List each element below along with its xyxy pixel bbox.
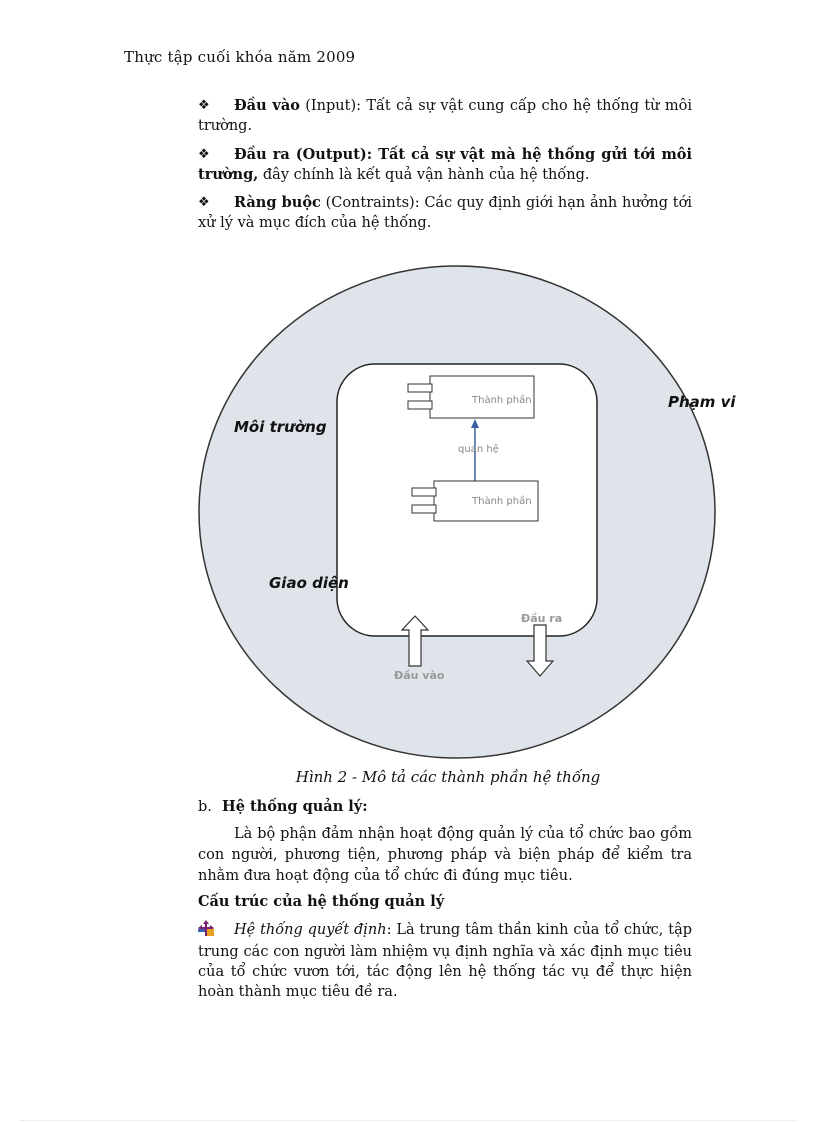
relation-label: quan hệ — [458, 444, 499, 455]
decision-system-paragraph — [198, 920, 692, 1002]
diamond-bullet-icon: ❖ — [198, 195, 210, 210]
decision-system-term: Hệ thống quyết định — [234, 922, 387, 938]
bullet-constraints-term: Ràng buộc — [234, 194, 321, 211]
bullet-output-term: Đầu ra (Output): Tất cả sự vật mà hệ thống gửi tới môi trường, — [198, 146, 692, 183]
interface-label: Giao diện — [269, 574, 349, 592]
bullet-input-text: (Input): Tất cả sự vật cung cấp cho hệ thống từ môi trường. — [198, 98, 692, 134]
component-bottom-label: Thành phần — [472, 496, 532, 507]
footer-divider — [20, 1120, 796, 1121]
diamond-bullet-icon: ❖ — [198, 98, 210, 113]
section-b-title: Hệ thống quản lý: — [222, 798, 368, 815]
figure-caption: Hình 2 - Mô tả các thành phần hệ thống — [295, 768, 601, 786]
input-label: Đầu vào — [394, 669, 445, 682]
diamond-bullet-icon: ❖ — [198, 147, 210, 162]
bullet-input-term: Đầu vào — [234, 97, 300, 114]
environment-label: Môi trường — [234, 418, 327, 436]
page-header: Thực tập cuối khóa năm 2009 — [124, 48, 356, 66]
bullet-constraints-text: (Contraints): Các quy định giới hạn ảnh hưởng tới xử lý và mục đích của hệ thống. — [198, 195, 692, 231]
management-system-paragraph: Là bộ phận đảm nhận hoạt động quản lý của tổ chức bao gồm con người, phương tiện, phương pháp và biện pháp để kiểm tra nhằm đưa hoạt động của tổ chức đi đúng mục tiêu. — [198, 826, 692, 884]
structure-heading: Cấu trúc của hệ thống quản lý — [198, 893, 445, 910]
scope-label: Phạm vi — [668, 393, 736, 411]
decision-system-text: : Là trung tâm thần kinh của tổ chức, tập trung các con người làm nhiệm vụ định nghĩa và xác định mục tiêu của tổ chức vươn tới, tác động lên hệ thống tác vụ để thực hiện hoàn thành mục tiêu đề ra. — [198, 922, 693, 1000]
cross-arrow-bullet-icon — [198, 920, 234, 942]
section-b-number: b. — [198, 799, 212, 815]
section-b-heading — [198, 798, 368, 815]
bullet-output-text: đây chính là kết quả vận hành của hệ thống. — [258, 167, 590, 183]
output-label: Đầu ra — [521, 612, 563, 625]
component-top-label: Thành phần — [472, 395, 532, 406]
